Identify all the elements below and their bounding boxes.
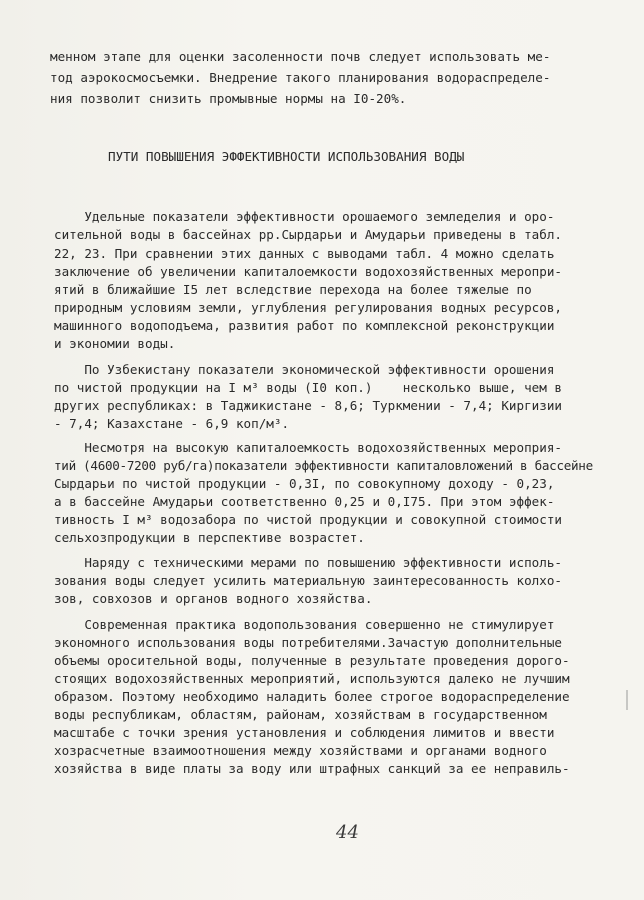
- text-line: тивность I м³ водозабора по чистой продукции и совокупной стоимости: [54, 512, 562, 527]
- text-line: зов, совхозов и органов водного хозяйства.: [54, 591, 373, 606]
- text-line: зования воды следует усилить материальную заинтересованность колхо-: [54, 573, 562, 588]
- text-line: сительной воды в бассейнах рр.Сырдарьи и Амударьи приведены в табл.: [54, 227, 562, 242]
- text-line: машинного водоподъема, развития работ по комплексной реконструкции: [54, 318, 555, 333]
- text-line: тий (4600-7200 руб/га)показатели эффективности капиталовложений в бассейне: [54, 458, 593, 473]
- text-line: воды республикам, областям, районам, хозяйствам в государственном: [54, 707, 547, 722]
- text-line: менном этапе для оценки засоленности почв следует использовать ме-: [50, 49, 551, 64]
- text-line: природным условиям земли, углубления регулирования водных ресурсов,: [54, 300, 562, 315]
- text-line: хозрасчетные взаимоотношения между хозяйствами и органами водного: [54, 743, 547, 758]
- text-line: 22, 23. При сравнении этих данных с выводами табл. 4 можно сделать: [54, 246, 555, 261]
- text-line: хозяйства в виде платы за воду или штрафных санкций за ее неправиль-: [54, 761, 570, 776]
- text-line: объемы оросительной воды, полученные в результате проведения дорого-: [54, 653, 570, 668]
- text-line: Удельные показатели эффективности орошаемого земледелия и оро-: [54, 209, 555, 224]
- text-line: ния позволит снизить промывные нормы на I0-20%.: [50, 91, 407, 106]
- text-line: Сырдарьи по чистой продукции - 0,3I, по совокупному доходу - 0,23,: [54, 476, 555, 491]
- margin-mark: [626, 690, 628, 710]
- text-line: а в бассейне Амударьи соответственно 0,25 и 0,I75. При этом эффек-: [54, 494, 555, 509]
- text-line: масштабе с точки зрения установления и соблюдения лимитов и ввести: [54, 725, 555, 740]
- text-line: экономного использования воды потребителями.Зачастую дополнительные: [54, 635, 562, 650]
- text-line: заключение об увеличении капиталоемкости водохозяйственных меропри-: [54, 264, 562, 279]
- text-line: образом. Поэтому необходимо наладить более строгое водораспределение: [54, 689, 570, 704]
- text-line: и экономии воды.: [54, 336, 176, 351]
- text-line: Современная практика водопользования совершенно не стимулирует: [54, 617, 555, 632]
- text-line: других республиках: в Таджикистане - 8,6; Туркмении - 7,4; Киргизии: [54, 398, 562, 413]
- text-line: сельхозпродукции в перспективе возрастет.: [54, 530, 365, 545]
- page-number: 44: [336, 822, 359, 843]
- text-line: - 7,4; Казахстане - 6,9 коп/м³.: [54, 416, 290, 431]
- text-line: ятий в ближайшие I5 лет вследствие перехода на более тяжелые по: [54, 282, 532, 297]
- text-line: По Узбекистану показатели экономической эффективности орошения: [54, 362, 555, 377]
- text-line: по чистой продукции на I м³ воды (I0 коп.) несколько выше, чем в: [54, 380, 562, 395]
- text-line: Наряду с техническими мерами по повышению эффективности исполь-: [54, 555, 562, 570]
- text-line: Несмотря на высокую капиталоемкость водохозяйственных мероприя-: [54, 440, 562, 455]
- section-title: ПУТИ ПОВЫШЕНИЯ ЭФФЕКТИВНОСТИ ИСПОЛЬЗОВАНИЯ ВОДЫ: [108, 149, 465, 164]
- text-line: тод аэрокосмосъемки. Внедрение такого планирования водораспределе-: [50, 70, 551, 85]
- text-line: стоящих водохозяйственных мероприятий, используются далеко не лучшим: [54, 671, 570, 686]
